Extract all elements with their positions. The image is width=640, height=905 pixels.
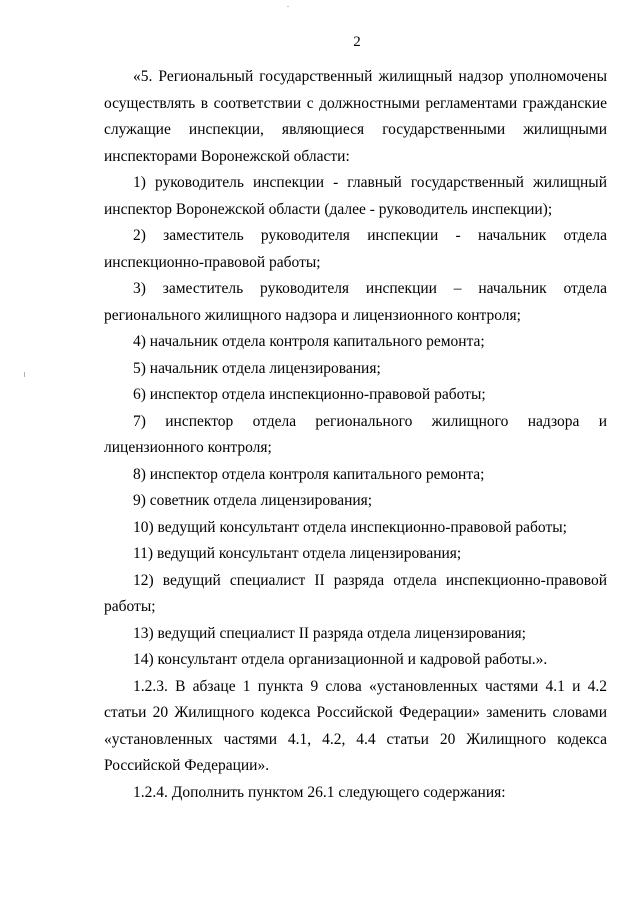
list-item: 2) заместитель руководителя инспекции - начальник отдела инспекционно-правовой работы; <box>104 227 607 271</box>
list-item: 11) ведущий консультант отдела лицензирования; <box>133 545 462 562</box>
list-item: 6) инспектор отдела инспекционно-правовой работы; <box>133 386 486 403</box>
paragraph: «5. Региональный государственный жилищный надзор уполномочены осуществлять в соответствии с должностными регламентами гражданские служащие инспекции, являющиеся государственными жилищными инспекторами Воронежской области: <box>104 68 607 165</box>
paragraph: 1.2.4. Дополнить пунктом 26.1 следующего содержания: <box>133 783 506 801</box>
list-item: 3) заместитель руководителя инспекции – начальник отдела регионального жилищного надзора и лицензионного контроля; <box>104 280 607 324</box>
list-item: 5) начальник отдела лицензирования; <box>133 359 381 377</box>
list-item: 1) руководитель инспекции - главный государственный жилищный инспектор Воронежской области (далее - руководитель инспекции); <box>104 174 607 218</box>
list-item: 9) советник отдела лицензирования; <box>133 492 373 509</box>
document-body <box>104 64 607 806</box>
list-item: 7) инспектор отдела регионального жилищного надзора и лицензионного контроля; <box>104 412 607 456</box>
list-item: 13) ведущий специалист II разряда отдела лицензирования; <box>133 624 526 642</box>
page-number: 2 <box>353 34 361 50</box>
list-item: 14) консультант отдела организационной и кадровой работы.». <box>133 651 548 668</box>
list-item: 12) ведущий специалист II разряда отдела инспекционно-правовой работы; <box>104 571 607 615</box>
paragraph: 1.2.3. В абзаце 1 пункта 9 слова «установленных частями 4.1 и 4.2 статьи 20 Жилищного кодекса Российской Федерации» заменить словами «установленных частями 4.1, 4.2, 4.4 статьи 20 Жилищного кодекса Российской Федерации». <box>104 677 607 774</box>
scan-artifact <box>24 372 25 377</box>
scan-artifact <box>287 6 289 7</box>
list-item: 10) ведущий консультант отдела инспекционно-правовой работы; <box>133 518 567 536</box>
list-item: 8) инспектор отдела контроля капитального ремонта; <box>133 465 485 483</box>
list-item: 4) начальник отдела контроля капитального ремонта; <box>133 333 485 350</box>
